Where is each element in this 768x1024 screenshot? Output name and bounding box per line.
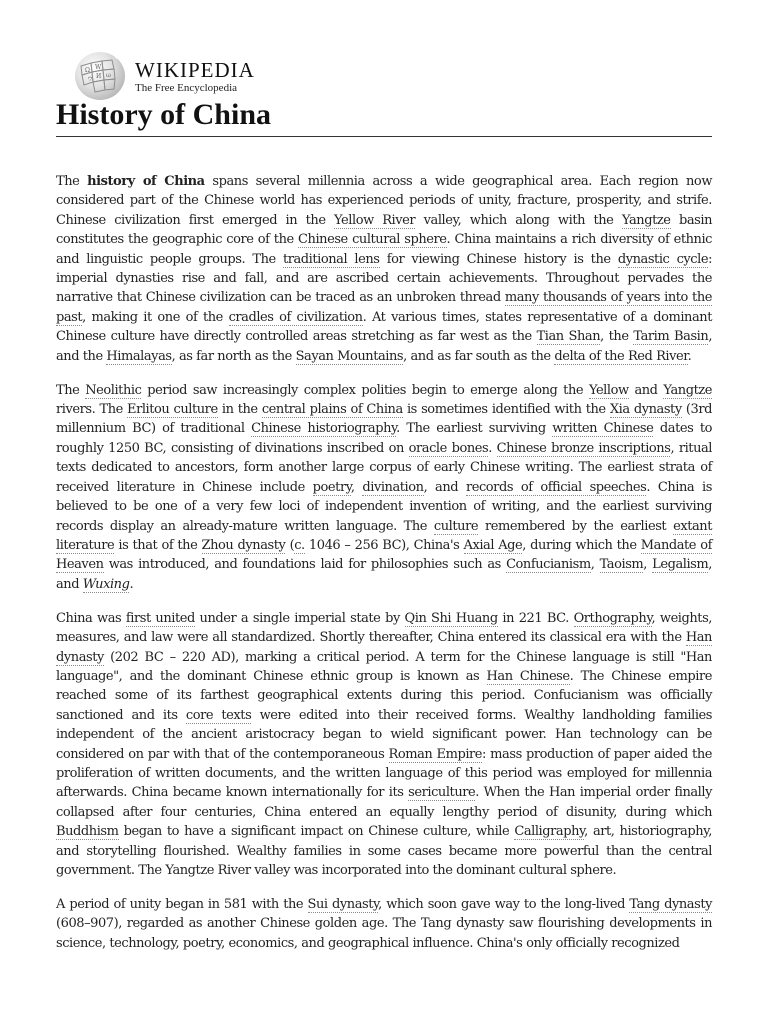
paragraph [56,381,712,594]
bold-term: history of China [87,174,205,189]
text-run: , the [600,329,634,345]
wikipedia-globe-icon [75,52,125,100]
brand-tagline: The Free Encyclopedia [135,81,238,94]
article-link[interactable]: Sui dynasty [307,897,379,912]
article-link[interactable]: Himalayas [106,348,172,364]
article-link[interactable]: Neolithic [85,382,142,398]
text-run: , [350,479,363,495]
paragraph [56,172,712,366]
article-link[interactable]: Mandate of Heaven [56,537,712,573]
article-link[interactable]: Yangtze [663,382,713,398]
article-link[interactable]: Yellow [588,382,629,398]
article-body [56,172,712,968]
text-run: and [628,382,664,398]
page-title: History of China [56,98,272,131]
text-run: . [687,348,692,364]
text-run: for viewing Chinese history is the [379,251,618,267]
text-run: basin constitutes the geographic core of the [56,212,712,248]
text-run: . The Chinese empire reached some of its farthest geographical extents during this period. Confucianism was officially sanctioned and its [56,668,712,723]
text-run: (202 BC – 220 AD), marking a critical period. A term for the Chinese language is still "Han language", and the dominant Chinese ethnic group is known as [56,649,712,684]
brand-name: WIKIPEDIA [135,57,255,82]
article-link[interactable]: Buddhism [56,824,119,840]
article-link[interactable]: c. [294,537,305,553]
article-link[interactable]: Erlitou culture [127,402,218,418]
text-run: China was [56,610,126,626]
text-run: , ritual texts dedicated to ancestors, form another large corpus of early Chinese writing. The earliest strata of received literature in Chinese include [56,440,713,495]
article-link[interactable]: sericulture [408,785,476,801]
article-link[interactable]: divination [362,479,424,495]
text-run: in 221 BC. [497,610,574,626]
article-link[interactable]: Yellow River [334,212,416,228]
text-run: , as far north as the [171,348,296,364]
article-link[interactable]: central plains of China [261,402,403,418]
article-link[interactable]: delta of the Red River [554,348,688,364]
article-link[interactable]: extant literature [56,518,712,553]
text-run: , and [56,557,712,592]
text-run: was introduced, and foundations laid for philosophies such as [103,557,507,573]
article-link[interactable]: many thousands of years into the past [56,290,712,325]
article-link[interactable]: cradles of civilization [228,309,363,325]
text-run: . The earliest surviving [396,421,553,437]
text-run: in the [217,402,262,418]
article-link[interactable]: Chinese bronze inscriptions [496,440,671,456]
article-link[interactable]: dynastic cycle [617,251,709,267]
svg-text:Ω: Ω [85,67,90,74]
article-link[interactable]: Qin Shi Huang [404,610,498,626]
article-link[interactable]: Han dynasty [56,630,712,665]
svg-text:ウ: ウ [87,76,94,83]
article-link[interactable]: Legalism [652,557,709,573]
article-link[interactable]: Chinese historiography [251,421,397,437]
text-run: is sometimes identified with the [402,402,610,418]
text-run: , weights, measures, and law were all standardized. Shortly thereafter, China entered its classical era with the [56,610,712,646]
svg-text:W: W [95,64,102,71]
text-run: remembered by the earliest [478,518,674,534]
text-run: , [590,557,600,573]
article-link[interactable]: Roman Empire [388,746,483,762]
text-run: : mass production of paper aided the proliferation of written documents, and the written language of this period was employed for millennia afterwards. China became known internationally for its [56,746,712,801]
article-link[interactable]: written Chinese [552,421,654,437]
text-run: , making it one of the [82,309,229,325]
text-run: , and [423,479,466,495]
text-run: rivers. The [56,402,128,418]
article-link[interactable]: Tian Shan [536,329,601,345]
text-run: valley, which along with the [415,212,622,228]
text-run: period saw increasingly complex polities begin to emerge along the [141,382,589,398]
text-run: were edited into their received forms. Wealthy landholding families independent of the ancient aristocracy began to wield significant power. Han technology can be considered on par with that of the contemporaneous [56,707,712,762]
text-run: . When the Han imperial order finally collapsed after four centuries, China entered an equally lengthy period of disunity, during which [56,785,712,820]
article-link[interactable]: Tang dynasty [629,897,712,912]
article-link[interactable]: Chinese cultural sphere [298,232,447,248]
text-run: . [488,440,497,456]
article-link[interactable]: traditional lens [282,251,380,267]
svg-text:ω: ω [106,72,111,79]
text-run: , and the [56,329,712,364]
text-run: began to have a significant impact on Chinese culture, while [118,824,515,840]
article-link[interactable]: Axial Age [463,537,523,553]
article-link[interactable]: Orthography [573,610,652,626]
article-link[interactable]: oracle bones [408,440,489,456]
text-run: , art, historiography, and storytelling flourished. Wealthy families in some cases became more powerful than the central government. The Yangtze River valley was incorporated into the dominant cultural sphere. [56,824,712,878]
text-run: 1046 – 256 BC), China's [304,537,464,553]
article-link[interactable]: core texts [185,707,252,723]
article-link[interactable]: Confucianism [506,557,591,573]
text-run: (608–907), regarded as another Chinese golden age. The Tang dynasty saw flourishing developments in science, technology, poetry, economics, and geographical influence. China's only officially recognized [56,916,712,951]
text-run: is that of the [114,537,202,553]
article-link[interactable]: culture [433,518,479,534]
article-link[interactable]: records of official speeches [465,479,647,495]
article-link[interactable]: Calligraphy [514,824,585,840]
svg-text:И: И [96,73,102,80]
text-run: . [129,576,134,592]
text-run: . At various times, states representative of a dominant Chinese culture have directly controlled areas stretching as far west as the [56,309,712,345]
text-run: , [643,557,653,573]
text-run: The [56,174,88,189]
paragraph [56,609,712,881]
text-run: dates to roughly 1250 BC, consisting of divinations inscribed on [56,421,712,456]
text-run: under a single imperial state by [194,610,405,626]
text-run: , which soon gave way to the long-lived [378,897,630,912]
text-run: A period of unity began in 581 with the [56,897,308,912]
text-run: (3rd millennium BC) of traditional [56,402,712,437]
article-link[interactable]: Taoism [599,557,644,573]
wordmark [135,59,255,94]
text-run: , during which the [522,537,641,553]
article-link[interactable]: first united [125,610,195,626]
text-run: , and as far south as the [403,348,555,364]
article-link[interactable]: Wuxing [82,576,130,592]
article-link[interactable]: poetry [312,479,351,495]
text-run: spans several millennia across a wide geographical area. Each region now considered part of the Chinese world has experienced periods of unity, fracture, prosperity, and strife. Chinese civilization first emerged in the [56,174,712,228]
text-run: . China maintains a rich diversity of ethnic and linguistic people groups. The [56,232,712,267]
wikipedia-logo[interactable] [75,52,255,100]
title-divider [56,136,712,137]
article-link[interactable]: Yangtze [621,212,671,228]
text-run: : imperial dynasties rise and fall, and are ascribed certain achievements. Throughout pervades the narrative that Chinese civilization can be traced as an unbroken thread [56,251,713,306]
article-link[interactable]: Zhou dynasty [201,537,286,553]
paragraph [56,895,712,953]
text-run: ( [285,537,295,553]
article-link[interactable]: Xia dynasty [609,402,682,418]
text-run: . China is believed to be one of a very few loci of independent invention of writing, and the earliest surviving records display an already-mature written language. The [56,479,712,534]
text-run: The [56,382,86,398]
article-link[interactable]: Sayan Mountains [295,348,404,364]
article-link[interactable]: Han Chinese [486,668,570,684]
article-link[interactable]: Tarim Basin [633,329,709,345]
